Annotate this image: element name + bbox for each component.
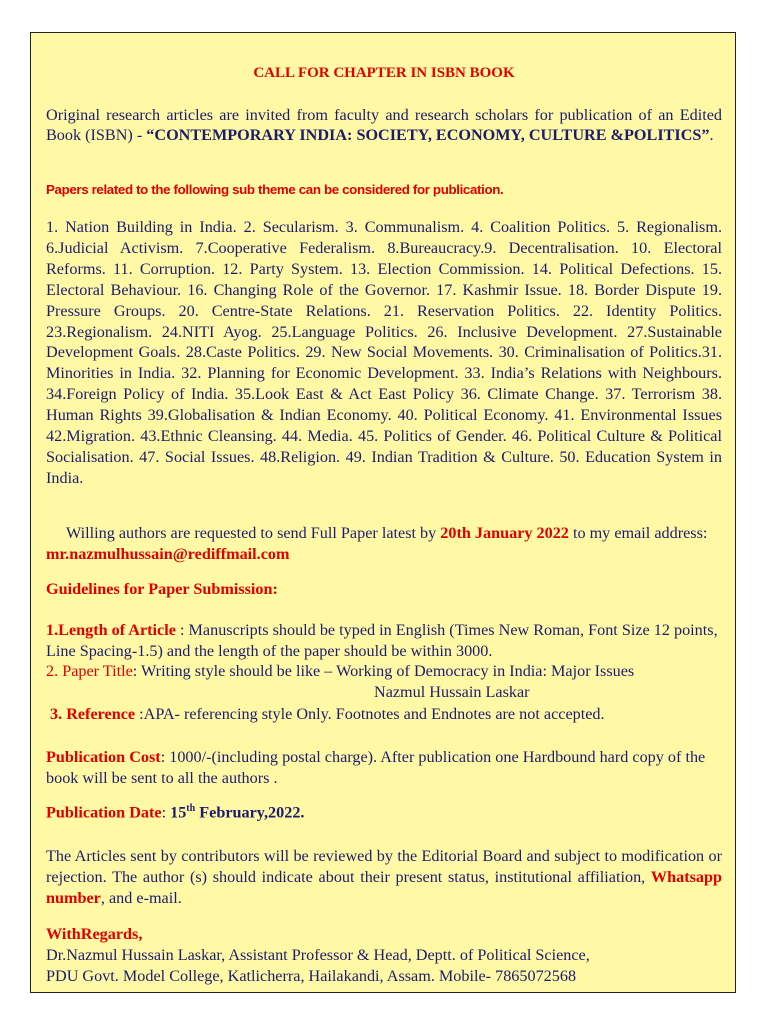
- intro-end: .: [709, 126, 714, 144]
- publication-date-suffix: th: [186, 803, 196, 814]
- regards-label: WithRegards,: [46, 925, 143, 943]
- guideline-title-author: Nazmul Hussain Laskar: [374, 682, 530, 701]
- deadline-date: 20th January 2022: [440, 524, 569, 542]
- publication-cost-text: : 1000/-(including postal charge). After publication one Hardbound hard copy of the book will be sent to all the authors .: [46, 748, 706, 787]
- guideline-reference-label: 3. Reference: [50, 705, 136, 723]
- book-title: “CONTEMPORARY INDIA: SOCIETY, ECONOMY, CULTURE &POLITICS”: [146, 126, 710, 144]
- whatsapp-highlight: Whatsapp number: [46, 867, 722, 907]
- guideline-title-text: : Writing style should be like – Working of Democracy in India: Major Issues: [132, 662, 635, 680]
- themes-list: 1. Nation Building in India. 2. Secularism. 3. Communalism. 4. Coalition Politics. 5. Regionalism. 6.Judicial Activism. 7.Cooperative Federalism. 8.Bureaucracy.9. Decentralisation. 10. Electoral Reforms. 11. Corruption. 12. Party System. 13. Election Commission. 14. Political Defections. 15. Electoral Behaviour. 16. Changing Role of the Governor. 17. Kashmir Issue. 18. Border Dispute 19. Pressure Groups. 20. Centre-State Relations. 21. Reservation Politics. 22. Identity Politics. 23.Regionalism. 24.NITI Ayog. 25.Language Politics. 26. Inclusive Development. 27.Sustainable Development Goals. 28.Caste Politics. 29. New Social Movements. 30. Criminalisation of Politics.31. Minorities in India. 32. Planning for Economic Development. 33. India’s Relations with Neighbours. 34.Foreign Policy of India. 35.Look East & Act East Policy 36. Climate Change. 37. Terrorism 38. Human Rights 39.Globalisation & Indian Economy. 40. Political Economy. 41. Environmental Issues 42.Migration. 43.Ethnic Cleansing. 44. Media. 45. Politics of Gender. 46. Political Culture & Political Socialisation. 47. Social Issues. 48.Religion. 49. Indian Tradition & Culture. 50. Education System in India.: [46, 218, 722, 487]
- guidelines-heading: Guidelines for Paper Submission:: [46, 580, 278, 598]
- publication-cost-label: Publication Cost: [46, 748, 161, 766]
- sub-theme-note: Papers related to the following sub theme can be considered for publication.: [46, 182, 504, 197]
- page-title: CALL FOR CHAPTER IN ISBN BOOK: [253, 65, 515, 81]
- review-text: The Articles sent by contributors will be reviewed by the Editorial Board and subject to modification or rejection. The author (s) should indicate about their present status, institutional affiliation,: [46, 847, 722, 886]
- guideline-title: [46, 661, 722, 703]
- review-text-2: , and e-mail.: [100, 888, 182, 907]
- guideline-length-label: 1.Length of Article: [46, 621, 176, 639]
- flyer-panel: [30, 32, 736, 993]
- guideline-reference-text: :APA- referencing style Only. Footnotes and Endnotes are not accepted.: [135, 705, 605, 723]
- guideline-title-label: 2. Paper Title: [46, 662, 133, 680]
- publication-cost: [46, 747, 722, 789]
- submission-text: Willing authors are requested to send Full Paper latest by: [66, 524, 441, 542]
- guideline-reference: [46, 704, 726, 725]
- submission-paragraph: [46, 523, 722, 564]
- signature-line-2: PDU Govt. Model College, Katlicherra, Hailakandi, Assam. Mobile- 7865072568: [46, 966, 577, 985]
- submission-text-2: to my email address:: [568, 524, 708, 542]
- publication-date-rest: February,2022.: [195, 803, 305, 822]
- intro-paragraph: [46, 105, 722, 145]
- contact-email: mr.nazmulhussain@rediffmail.com: [46, 544, 290, 563]
- review-paragraph: [46, 846, 722, 908]
- guideline-length: [46, 620, 722, 662]
- publication-date-sep: :: [161, 803, 171, 822]
- signature-block: [46, 924, 722, 986]
- signature-line-1: Dr.Nazmul Hussain Laskar, Assistant Professor & Head, Deptt. of Political Science,: [46, 945, 590, 964]
- publication-date-label: Publication Date: [46, 803, 162, 822]
- guideline-length-text: : Manuscripts should be typed in English (Times New Roman, Font Size 12 points, Line Spacing-1.5) and the length of the paper should be within 3000.: [46, 621, 718, 660]
- publication-date-day: 15: [170, 803, 187, 822]
- intro-text: Original research articles are invited from faculty and research scholars for publication of an Edited Book (ISBN) -: [46, 106, 722, 144]
- publication-date: [46, 803, 722, 822]
